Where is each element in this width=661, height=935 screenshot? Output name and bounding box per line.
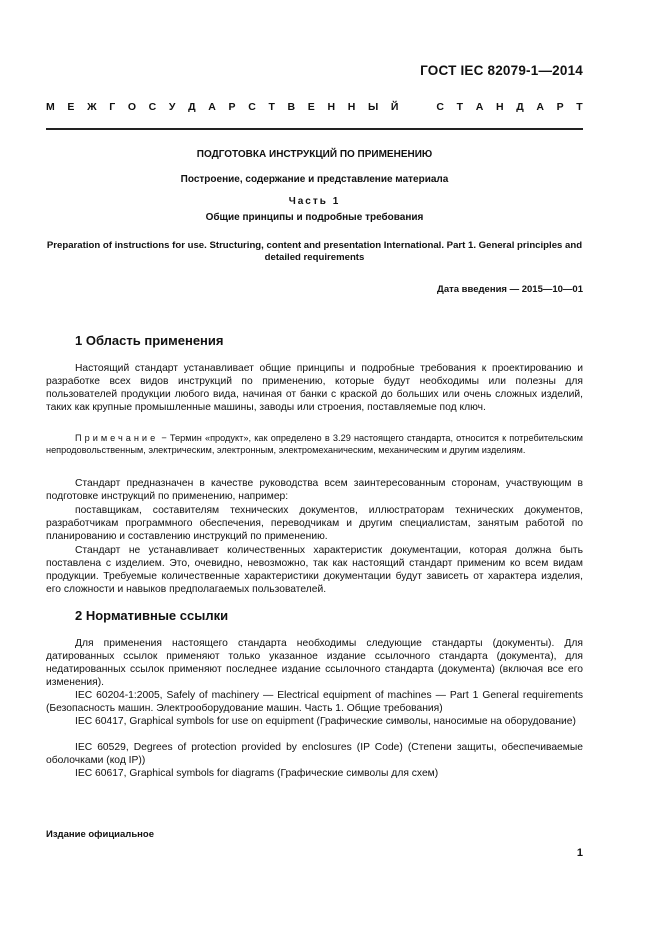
document-subtitle: Построение, содержание и представление материала xyxy=(180,174,449,185)
banner-letter: С xyxy=(248,101,256,113)
section-1-note xyxy=(46,433,583,456)
section-1-paragraph-2 xyxy=(46,477,583,503)
document-title: ПОДГОТОВКА ИНСТРУКЦИЙ ПО ПРИМЕНЕНИЮ xyxy=(196,149,433,160)
reference-text: IEC 60617, Graphical symbols for diagrams (Графические символы для схем) xyxy=(75,768,439,779)
banner-letter: М xyxy=(46,101,55,113)
banner-letter: Е xyxy=(67,101,75,113)
banner-letter: А xyxy=(536,101,544,113)
document-code: ГОСТ IEC 82079-1—2014 xyxy=(420,63,583,78)
banner-letter: О xyxy=(127,101,137,113)
banner-letter: Т xyxy=(576,101,583,113)
section-1-paragraph-4 xyxy=(46,544,583,596)
banner-letter: Т xyxy=(456,101,464,113)
note-label: Примечание xyxy=(75,433,159,443)
banner-letter: Д xyxy=(188,101,196,113)
banner-letter: С xyxy=(148,101,157,113)
banner-letter: В xyxy=(287,101,296,113)
banner-letter: Д xyxy=(516,101,524,113)
reference-item xyxy=(46,715,583,728)
section-2-heading: 2 Нормативные ссылки xyxy=(75,608,229,623)
banner-letter: Ы xyxy=(367,101,379,113)
banner-letter: А xyxy=(208,101,216,113)
reference-item xyxy=(46,767,583,780)
reference-item xyxy=(46,689,583,715)
banner-letter: Т xyxy=(268,101,275,113)
banner-letter: Н xyxy=(327,101,336,113)
banner-letter: С xyxy=(436,101,444,113)
banner-letter: Н xyxy=(495,101,504,113)
part-title: Общие принципы и подробные требования xyxy=(205,212,424,223)
banner-letter: Р xyxy=(228,101,236,113)
part-label: Часть 1 xyxy=(288,196,341,207)
introduction-date: Дата введения — 2015—10—01 xyxy=(437,284,583,295)
reference-text: IEC 60529, Degrees of protection provided by enclosures (IP Code) (Степени защиты, обеспечиваемые оболочками (код IP)) xyxy=(46,742,583,766)
note-text: − Термин «продукт», как определено в 3.29 настоящего стандарта, относится к потребительским непродовольственным, электрическим, электронным, электромеханическим, механическим и другим изделиям. xyxy=(46,433,583,455)
section-1-paragraph-4-text: Стандарт не устанавливает количественных характеристик документации, которая должна быть поставлена с изделием. Это, очевидно, невозможно, так как настоящий стандарт применим ко всем видам продукции. Требуемые количественные характеристики документации будут зависеть от характера изделия, его сложности и навыков предполагаемых пользователей. xyxy=(46,545,583,595)
banner-letter: Ж xyxy=(87,101,97,113)
section-1-paragraph-1 xyxy=(46,362,583,414)
english-title: Preparation of instructions for use. Structuring, content and presentation International. Part 1. General principles and detailed requirements xyxy=(46,240,583,263)
header-divider xyxy=(46,128,583,130)
interstate-standard-banner xyxy=(46,101,583,117)
reference-item xyxy=(46,741,583,767)
banner-letter: А xyxy=(475,101,484,113)
section-1-paragraph-3 xyxy=(46,504,583,543)
section-1-paragraph-2-text: Стандарт предназначен в качестве руководства всем заинтересованным сторонам, участвующим в подготовке инструкций по применению, например: xyxy=(46,478,583,502)
banner-letter: Й xyxy=(390,101,399,113)
banner-letter: Е xyxy=(307,101,315,113)
banner-letter: У xyxy=(168,101,176,113)
banner-letter: Н xyxy=(347,101,356,113)
section-1-paragraph-3-text: поставщикам, составителям технических документов, иллюстраторам технических документов, разработчикам программного обеспечения, переводчикам и другим специалистам, занятым работой по планированию и составлению инструкций по применению. xyxy=(46,505,583,542)
official-edition-label: Издание официальное xyxy=(46,829,154,840)
banner-letter: Г xyxy=(109,101,116,113)
section-1-paragraph-1-text: Настоящий стандарт устанавливает общие принципы и подробные требования к проектированию и разработке всех видов инструкций по применению, которые будут необходимы или полезны для пользователей продукции любого вида, начиная от банки с краской до больших или очень сложных изделий, таких как крупные промышленные машины, заводы или строения, поставляемые под ключ. xyxy=(46,363,583,413)
page-number: 1 xyxy=(576,847,583,859)
reference-text: IEC 60204-1:2005, Safely of machinery — Electrical equipment of machines — Part 1 General requirements (Безопасность машин. Электрооборудование машин. Часть 1. Общие требования) xyxy=(46,690,583,714)
banner-letter: Р xyxy=(556,101,564,113)
reference-text: IEC 60417, Graphical symbols for use on equipment (Графические символы, наносимые на оборудование) xyxy=(75,716,576,727)
section-2-paragraph-1-text: Для применения настоящего стандарта необходимы следующие стандарты (документы). Для датированных ссылок применяют только указанное издание ссылочного стандарта (документа), для недатированных ссылок применяют последнее издание ссылочного стандарта (документа) (включая все его изменения). xyxy=(46,638,583,688)
section-1-heading: 1 Область применения xyxy=(75,333,224,348)
section-2-paragraph-1 xyxy=(46,637,583,689)
